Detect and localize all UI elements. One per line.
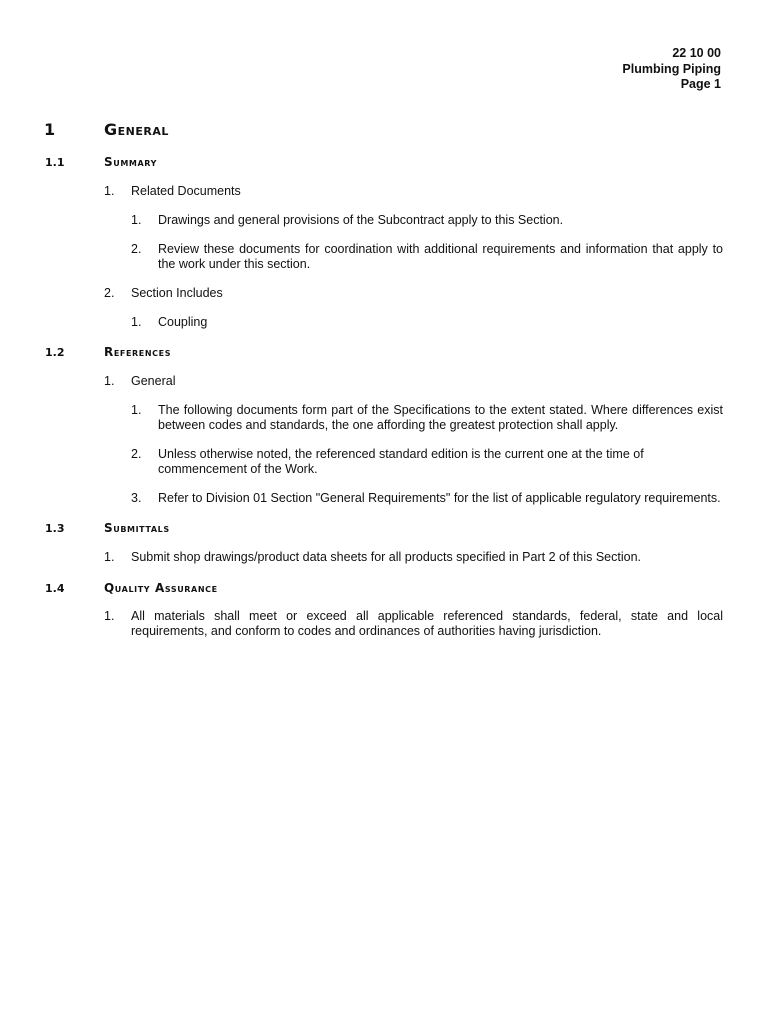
subitem-number: 2.: [131, 242, 142, 256]
section-title: Plumbing Piping: [622, 62, 721, 76]
item-text: Related Documents: [131, 184, 241, 198]
subitem-number: 1.: [131, 403, 142, 417]
article-title-references: References: [104, 345, 172, 359]
page-label: Page 1: [680, 77, 721, 91]
subitem-text: The following documents form part of the Specifications to the extent stated. Where differences exist between codes and standards, the one affording the greatest protection shall apply.: [158, 403, 723, 432]
article-title-summary: Summary: [104, 155, 157, 169]
item-number: 1.: [104, 609, 115, 623]
item-text: General: [131, 374, 176, 388]
item-number: 2.: [104, 286, 115, 300]
subitem-text: Review these documents for coordination with additional requirements and information that apply to the work under this section.: [158, 242, 723, 271]
item-number: 1.: [104, 550, 115, 564]
subitem-text: Drawings and general provisions of the Subcontract apply to this Section.: [158, 213, 564, 227]
section-number: 22 10 00: [672, 46, 721, 60]
subitem-text: Refer to Division 01 Section "General Requirements" for the list of applicable regulatory requirements.: [158, 491, 721, 505]
subitem-number: 3.: [131, 491, 142, 505]
subitem-text: Unless otherwise noted, the referenced standard edition is the current one at the time of commencement of the Work.: [158, 447, 644, 476]
article-number: 1.2: [45, 346, 65, 359]
subitem-number: 1.: [131, 315, 142, 329]
item-text: All materials shall meet or exceed all applicable referenced standards, federal, state and local requirements, and conform to codes and ordinances of authorities having jurisdiction.: [131, 609, 723, 638]
subitem-text: Coupling: [158, 315, 208, 329]
article-title-submittals: Submittals: [104, 521, 170, 535]
part-number: 1: [44, 120, 56, 139]
item-text: Submit shop drawings/product data sheets for all products specified in Part 2 of this Section.: [131, 550, 641, 564]
article-number: 1.3: [45, 522, 65, 535]
article-number: 1.4: [45, 582, 65, 595]
part-title: General: [104, 120, 169, 139]
subitem-number: 1.: [131, 213, 142, 227]
item-text: Section Includes: [131, 286, 223, 300]
article-number: 1.1: [45, 156, 65, 169]
subitem-number: 2.: [131, 447, 142, 461]
article-title-quality-assurance: Quality Assurance: [104, 581, 218, 595]
item-number: 1.: [104, 184, 115, 198]
item-number: 1.: [104, 374, 115, 388]
